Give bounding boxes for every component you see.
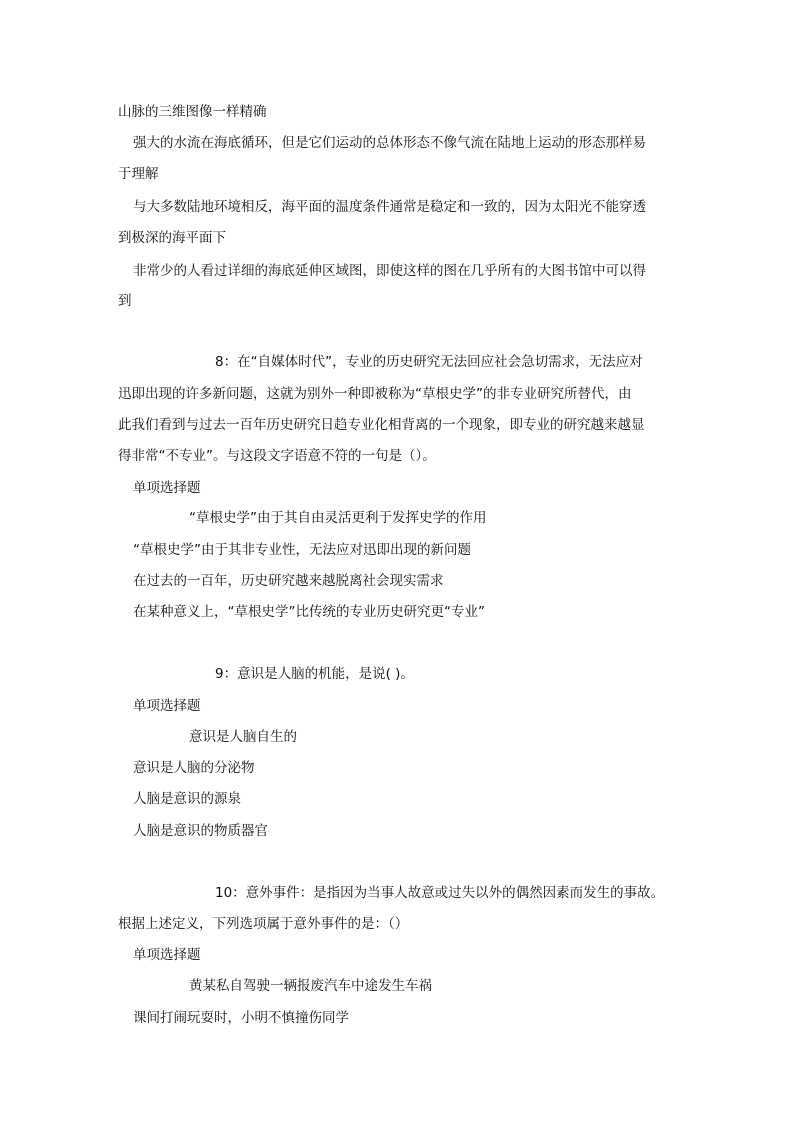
intro-line-3: 于理解	[118, 166, 159, 182]
q9-option-b: 意识是人脑的分泌物	[133, 760, 255, 776]
q10-option-a: 黄某私自驾驶一辆报废汽车中途发生车祸	[189, 978, 432, 994]
q8-option-a: “草根史学”由于其自由灵活更利于发挥史学的作用	[189, 510, 487, 526]
q8-stem-line-3: 此我们看到与过去一百年历史研究日趋专业化相背离的一个现象，即专业的研究越来越显	[118, 417, 645, 433]
q8-stem-line-2: 迅即出现的许多新问题，这就为别外一种即被称为“草根史学”的非专业研究所替代，由	[118, 386, 632, 402]
q9-option-a: 意识是人脑自生的	[189, 729, 297, 745]
intro-line-4: 与大多数陆地环境相反，海平面的温度条件通常是稳定和一致的，因为太阳光不能穿透	[133, 199, 646, 215]
q10-type-label: 单项选择题	[133, 947, 201, 963]
intro-line-5: 到极深的海平面下	[118, 230, 226, 246]
intro-line-2: 强大的水流在海底循环，但是它们运动的总体形态不像气流在陆地上运动的形态那样易	[133, 135, 646, 151]
q8-option-b: “草根史学”由于其非专业性，无法应对迅即出现的新问题	[133, 542, 471, 558]
q8-option-d: 在某种意义上，“草根史学”比传统的专业历史研究更“专业”	[133, 604, 485, 620]
q8-stem-line-1: 8：在“自媒体时代”，专业的历史研究无法回应社会急切需求，无法应对	[215, 354, 643, 370]
intro-line-6: 非常少的人看过详细的海底延伸区域图，即使这样的图在几乎所有的大图书馆中可以得	[133, 263, 646, 279]
intro-line-1: 山脉的三维图像一样精确	[118, 104, 267, 120]
q9-stem: 9：意识是人脑的机能，是说( )。	[215, 666, 414, 682]
q8-option-c: 在过去的一百年，历史研究越来越脱离社会现实需求	[133, 573, 444, 589]
q8-stem-line-4: 得非常“不专业”。与这段文字语意不符的一句是（）。	[118, 448, 436, 464]
intro-line-7: 到	[118, 293, 132, 309]
q8-type-label: 单项选择题	[133, 480, 201, 496]
q10-stem-line-1: 10：意外事件：是指因为当事人故意或过失以外的偶然因素而发生的事故。	[215, 885, 665, 901]
q10-option-b: 课间打闹玩耍时，小明不慎撞伤同学	[133, 1010, 349, 1026]
q9-option-d: 人脑是意识的物质器官	[133, 823, 268, 839]
q9-type-label: 单项选择题	[133, 698, 201, 714]
q10-stem-line-2: 根据上述定义，下列选项属于意外事件的是：（）	[118, 916, 409, 932]
q9-option-c: 人脑是意识的源泉	[133, 791, 241, 807]
